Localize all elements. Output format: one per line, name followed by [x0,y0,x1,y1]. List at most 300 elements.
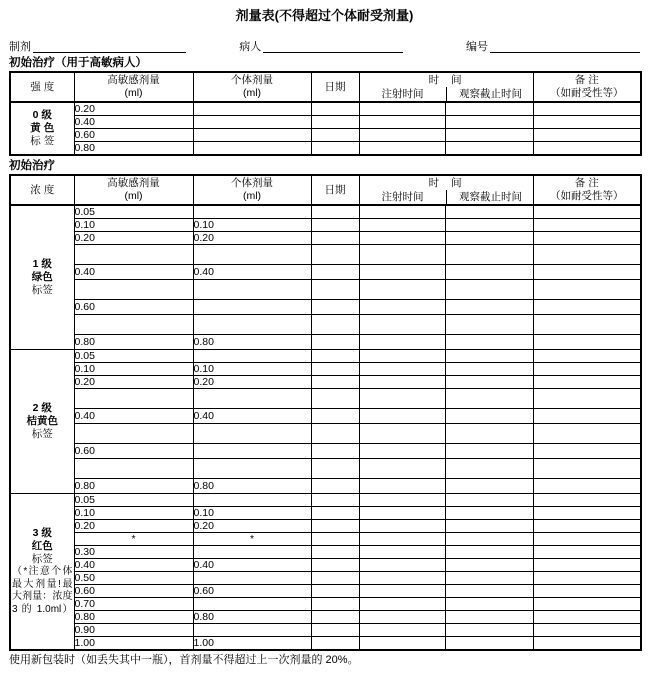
injection-time-cell[interactable] [359,205,445,219]
observation-end-time-cell[interactable] [445,637,533,651]
sensitive-dose-cell: 0.80 [74,611,193,624]
grade-cell-1 [10,205,74,350]
individual-dose-cell[interactable] [193,494,311,507]
table-row [10,479,641,494]
date-cell[interactable] [311,598,359,611]
sensitive-dose-cell: 0.50 [74,572,193,585]
remark-cell[interactable] [533,479,641,494]
observation-end-time-cell[interactable] [445,624,533,637]
table-row [10,559,641,572]
grade-label-line1: 2 级 [32,402,52,414]
grade-label-line3: 标 签 [30,135,55,147]
header-observation-end-time: 观察截止时间 [459,191,522,203]
date-cell[interactable] [311,459,359,479]
form-field-preparation [9,41,186,53]
remark-cell[interactable] [533,300,641,315]
injection-time-cell[interactable] [359,424,445,444]
individual-dose-cell[interactable]: 0.20 [193,376,311,389]
date-cell[interactable] [311,350,359,363]
remark-cell[interactable] [533,624,641,637]
header-observation-end-time: 观察截止时间 [459,88,522,100]
individual-dose-cell[interactable] [193,315,311,335]
header-sensitive-dose-label: 高敏感剂量 [107,74,160,86]
date-cell[interactable] [311,280,359,300]
date-cell[interactable] [311,389,359,409]
individual-dose-cell[interactable]: 0.10 [193,219,311,232]
sensitive-dose-cell [74,389,193,409]
individual-dose-cell[interactable] [193,245,311,265]
observation-end-time-cell[interactable] [445,205,533,219]
observation-end-time-cell[interactable] [445,300,533,315]
injection-time-cell[interactable] [359,232,445,245]
sensitive-dose-cell: 0.40 [74,409,193,424]
date-cell[interactable] [311,315,359,335]
date-cell[interactable] [311,300,359,315]
individual-dose-cell[interactable]: 0.40 [193,265,311,280]
sensitive-dose-cell [74,245,193,265]
remark-cell[interactable] [533,637,641,651]
observation-end-time-cell[interactable] [445,585,533,598]
injection-time-cell[interactable] [359,611,445,624]
initial-therapy-table [9,174,642,651]
header-remark-sub: （如耐受性等） [550,87,624,99]
observation-end-time-cell[interactable] [445,507,533,520]
sensitive-dose-cell: 0.60 [74,300,193,315]
individual-dose-cell[interactable] [193,389,311,409]
observation-end-time-cell[interactable] [445,520,533,533]
table-row [10,129,641,142]
dose-schedule-document [0,8,649,698]
sensitive-dose-cell: 1.00 [74,637,193,651]
injection-time-cell[interactable] [359,300,445,315]
individual-dose-cell[interactable] [193,444,311,459]
remark-cell[interactable] [533,102,641,116]
table-row [10,520,641,533]
table-row [10,376,641,389]
injection-time-cell[interactable] [359,624,445,637]
observation-end-time-cell[interactable] [445,494,533,507]
sensitive-dose-cell: 0.30 [74,546,193,559]
individual-dose-cell[interactable] [193,116,311,129]
remark-cell[interactable] [533,572,641,585]
header-injection-time: 注射时间 [360,190,447,204]
header-injection-time: 注射时间 [360,87,447,101]
table-row [10,265,641,280]
table-row [10,363,641,376]
remark-cell[interactable] [533,424,641,444]
observation-end-time-cell[interactable] [445,350,533,363]
individual-dose-cell[interactable] [193,459,311,479]
patient-form-line [9,37,640,53]
table-header-row [10,175,641,205]
date-cell[interactable] [311,363,359,376]
table-row [10,315,641,335]
table-row [10,494,641,507]
individual-dose-cell[interactable] [193,300,311,315]
header-sensitive-dose [74,72,193,102]
individual-dose-cell[interactable]: 0.10 [193,507,311,520]
remark-cell[interactable] [533,315,641,335]
patient-input[interactable] [263,41,403,53]
injection-time-cell[interactable] [359,280,445,300]
date-cell[interactable] [311,245,359,265]
sensitive-dose-cell: 0.20 [74,102,193,116]
injection-time-cell[interactable] [359,533,445,546]
date-cell[interactable] [311,559,359,572]
header-remark-label: 备 注 [574,177,599,189]
grade-label-line1: 3 级 [32,527,52,539]
sensitive-dose-cell [74,424,193,444]
grade-cell-2 [10,350,74,494]
grade-label-line2: 红色 [31,540,53,552]
remark-cell[interactable] [533,520,641,533]
observation-end-time-cell[interactable] [445,315,533,335]
table-row [10,205,641,219]
header-time-word-row [360,73,533,87]
individual-dose-cell[interactable]: 0.20 [193,520,311,533]
individual-dose-cell[interactable]: 0.40 [193,409,311,424]
grade-label-line3: 标签 [31,428,53,440]
sensitive-dose-cell: 0.70 [74,598,193,611]
header-sensitive-dose-label: 高敏感剂量 [107,177,160,189]
observation-end-time-cell[interactable] [445,142,533,156]
injection-time-cell[interactable] [359,116,445,129]
individual-dose-cell[interactable]: 0.40 [193,559,311,572]
injection-time-cell[interactable] [359,245,445,265]
injection-time-cell[interactable] [359,585,445,598]
remark-cell[interactable] [533,546,641,559]
header-remark-sub: （如耐受性等） [550,190,624,202]
individual-dose-cell[interactable]: 0.60 [193,585,311,598]
remark-cell[interactable] [533,129,641,142]
remark-cell[interactable] [533,205,641,219]
table-row [10,350,641,363]
remark-cell[interactable] [533,459,641,479]
injection-time-cell[interactable] [359,479,445,494]
date-cell[interactable] [311,479,359,494]
date-cell[interactable] [311,520,359,533]
table-head [10,175,641,205]
observation-end-time-cell[interactable] [445,245,533,265]
header-individual-dose-unit: (ml) [242,87,262,99]
individual-dose-cell[interactable] [193,129,311,142]
remark-cell[interactable] [533,363,641,376]
observation-end-time-cell[interactable] [445,611,533,624]
date-cell[interactable] [311,376,359,389]
injection-time-cell[interactable] [359,219,445,232]
date-cell[interactable] [311,102,359,116]
injection-time-cell[interactable] [359,142,445,156]
sensitive-dose-cell: 0.20 [74,520,193,533]
individual-dose-cell[interactable]: 0.80 [193,335,311,350]
sensitive-dose-cell: * [74,533,193,546]
sensitive-dose-cell: 0.10 [74,507,193,520]
injection-time-cell[interactable] [359,444,445,459]
date-cell[interactable] [311,611,359,624]
grade-label-line3: 标签 [31,553,53,565]
remark-cell[interactable] [533,335,641,350]
injection-time-cell[interactable] [359,546,445,559]
sensitive-dose-cell: 0.80 [74,335,193,350]
sensitive-dose-cell: 0.60 [74,444,193,459]
table-row [10,546,641,559]
header-sensitive-dose [74,175,193,205]
sensitive-dose-cell: 0.60 [74,129,193,142]
table-row [10,598,641,611]
individual-dose-cell[interactable]: 0.20 [193,232,311,245]
individual-dose-cell[interactable] [193,424,311,444]
remark-cell[interactable] [533,142,641,156]
date-cell[interactable] [311,219,359,232]
date-cell[interactable] [311,637,359,651]
observation-end-time-cell[interactable] [445,424,533,444]
sensitive-dose-cell: 0.40 [74,265,193,280]
injection-time-cell[interactable] [359,389,445,409]
sensitive-dose-cell: 0.20 [74,376,193,389]
preparation-input[interactable] [33,41,186,53]
observation-end-time-cell[interactable] [445,116,533,129]
header-sensitive-dose-unit: (ml) [124,190,143,202]
individual-dose-cell[interactable] [193,280,311,300]
injection-time-cell[interactable] [359,129,445,142]
individual-dose-cell[interactable] [193,102,311,116]
form-label-preparation: 制剂 [9,41,31,53]
grade-cell-0 [10,102,74,155]
observation-end-time-cell[interactable] [445,232,533,245]
sensitive-dose-cell: 0.90 [74,624,193,637]
sensitive-dose-cell: 0.05 [74,350,193,363]
grade-label-line2: 绿色 [31,271,53,283]
observation-end-time-cell[interactable] [445,479,533,494]
table-row [10,102,641,116]
header-concentration: 浓 度 [10,175,74,205]
sensitive-dose-cell [74,280,193,300]
injection-time-cell[interactable] [359,350,445,363]
section1-body [10,102,641,155]
table-header-row [10,72,641,102]
injection-time-cell[interactable] [359,335,445,350]
individual-dose-cell[interactable]: 1.00 [193,637,311,651]
individual-dose-cell[interactable]: 0.10 [193,363,311,376]
injection-time-cell[interactable] [359,265,445,280]
table-row [10,245,641,265]
section2-heading: 初始治疗 [9,160,55,172]
table-row [10,611,641,624]
observation-end-time-cell[interactable] [445,376,533,389]
injection-time-cell[interactable] [359,637,445,651]
injection-time-cell[interactable] [359,559,445,572]
table-row [10,219,641,232]
observation-end-time-cell[interactable] [445,546,533,559]
date-cell[interactable] [311,424,359,444]
sensitive-dose-cell: 0.40 [74,559,193,572]
observation-end-time-cell[interactable] [445,363,533,376]
date-cell[interactable] [311,572,359,585]
remark-cell[interactable] [533,350,641,363]
observation-end-time-cell[interactable] [445,533,533,546]
table-row [10,624,641,637]
injection-time-cell[interactable] [359,494,445,507]
remark-cell[interactable] [533,585,641,598]
date-cell[interactable] [311,335,359,350]
sensitive-dose-cell [74,315,193,335]
remark-cell[interactable] [533,219,641,232]
form-field-patient [239,41,403,53]
individual-dose-cell[interactable] [193,624,311,637]
grade-label-line1: 1 级 [32,258,52,270]
date-cell[interactable] [311,409,359,424]
date-cell[interactable] [311,142,359,156]
date-cell[interactable] [311,585,359,598]
header-date: 日期 [311,175,359,205]
observation-end-time-cell[interactable] [445,335,533,350]
sensitive-dose-cell: 0.05 [74,205,193,219]
grade-label-line2: 黄 色 [30,122,55,134]
date-cell[interactable] [311,205,359,219]
individual-dose-cell[interactable]: 0.80 [193,479,311,494]
injection-time-cell[interactable] [359,507,445,520]
section2-body [10,205,641,650]
date-cell[interactable] [311,444,359,459]
individual-dose-cell[interactable] [193,598,311,611]
observation-end-time-cell[interactable] [445,129,533,142]
observation-end-time-cell[interactable] [445,102,533,116]
form-label-patient: 病人 [239,41,262,53]
table-row [10,585,641,598]
remark-cell[interactable] [533,409,641,424]
injection-time-cell[interactable] [359,315,445,335]
injection-time-cell[interactable] [359,376,445,389]
table-row [10,335,641,350]
date-cell[interactable] [311,265,359,280]
injection-time-cell[interactable] [359,459,445,479]
sensitive-dose-cell: 0.60 [74,585,193,598]
date-cell[interactable] [311,533,359,546]
remark-cell[interactable] [533,559,641,572]
observation-end-time-cell[interactable] [445,280,533,300]
header-remark [533,175,641,205]
table-row [10,459,641,479]
individual-dose-cell[interactable] [193,572,311,585]
table-row [10,280,641,300]
page-title: 剂量表(不得超过个体耐受剂量) [235,8,414,23]
observation-end-time-cell[interactable] [445,572,533,585]
observation-end-time-cell[interactable] [445,444,533,459]
date-cell[interactable] [311,507,359,520]
header-grade: 强 度 [10,72,74,102]
remark-cell[interactable] [533,265,641,280]
header-individual-dose-unit: (ml) [242,190,262,202]
remark-cell[interactable] [533,494,641,507]
header-remark [533,72,641,102]
date-cell[interactable] [311,494,359,507]
footer-note: 使用新包装时（如丢失其中一瓶），首剂量不得超过上一次剂量的 20%。 [9,654,359,666]
grade-cell-3 [10,494,74,651]
header-individual-dose [193,72,311,102]
observation-end-time-cell[interactable] [445,265,533,280]
date-cell[interactable] [311,546,359,559]
remark-cell[interactable] [533,444,641,459]
remark-cell[interactable] [533,598,641,611]
date-cell[interactable] [311,116,359,129]
injection-time-cell[interactable] [359,520,445,533]
grade-label-line2: 桔黄色 [26,415,58,427]
injection-time-cell[interactable] [359,102,445,116]
individual-dose-cell[interactable] [193,205,311,219]
injection-time-cell[interactable] [359,363,445,376]
remark-cell[interactable] [533,280,641,300]
table-row [10,507,641,520]
observation-end-time-cell[interactable] [445,459,533,479]
injection-time-cell[interactable] [359,572,445,585]
sensitive-dose-cell: 0.80 [74,479,193,494]
table-row [10,572,641,585]
sensitive-dose-cell: 0.20 [74,232,193,245]
header-time-word-row [360,176,533,190]
table-row [10,232,641,245]
observation-end-time-cell[interactable] [445,389,533,409]
header-time-word-left: 时 [428,177,440,189]
table-row [10,116,641,129]
remark-cell[interactable] [533,116,641,129]
individual-dose-cell[interactable] [193,142,311,156]
sensitive-dose-cell [74,459,193,479]
observation-end-time-cell[interactable] [445,219,533,232]
observation-end-time-cell[interactable] [445,598,533,611]
table-row [10,409,641,424]
table-row [10,142,641,156]
grade-label-line3: 标签 [31,284,53,296]
header-time-word-right: 间 [451,177,462,189]
header-remark-label: 备 注 [574,74,599,86]
individual-dose-cell[interactable] [193,350,311,363]
header-date: 日期 [311,72,359,102]
header-individual-dose-label: 个体剂量 [231,177,273,189]
date-cell[interactable] [311,232,359,245]
grade-label-line1: 0 级 [32,109,52,121]
date-cell[interactable] [311,624,359,637]
injection-time-cell[interactable] [359,409,445,424]
remark-cell[interactable] [533,245,641,265]
remark-cell[interactable] [533,232,641,245]
sensitive-dose-cell: 0.10 [74,363,193,376]
form-label-number: 编号 [466,41,488,53]
remark-cell[interactable] [533,533,641,546]
date-cell[interactable] [311,129,359,142]
observation-end-time-cell[interactable] [445,409,533,424]
injection-time-cell[interactable] [359,598,445,611]
remark-cell[interactable] [533,611,641,624]
section1-heading: 初始治疗（用于高敏病人） [9,57,147,69]
individual-dose-cell[interactable]: 0.80 [193,611,311,624]
remark-cell[interactable] [533,376,641,389]
header-time-word-right: 间 [451,74,462,86]
individual-dose-cell[interactable]: * [193,533,311,546]
sensitive-dose-cell: 0.40 [74,116,193,129]
sensitive-dose-cell: 0.80 [74,142,193,156]
sensitive-dose-cell: 0.10 [74,219,193,232]
header-individual-dose-label: 个体剂量 [231,74,273,86]
observation-end-time-cell[interactable] [445,559,533,572]
table-row [10,300,641,315]
remark-cell[interactable] [533,507,641,520]
header-time-group [359,175,533,205]
number-input[interactable] [490,41,640,53]
table-row [10,533,641,546]
individual-dose-cell[interactable] [193,546,311,559]
sensitive-dose-cell: 0.05 [74,494,193,507]
remark-cell[interactable] [533,389,641,409]
